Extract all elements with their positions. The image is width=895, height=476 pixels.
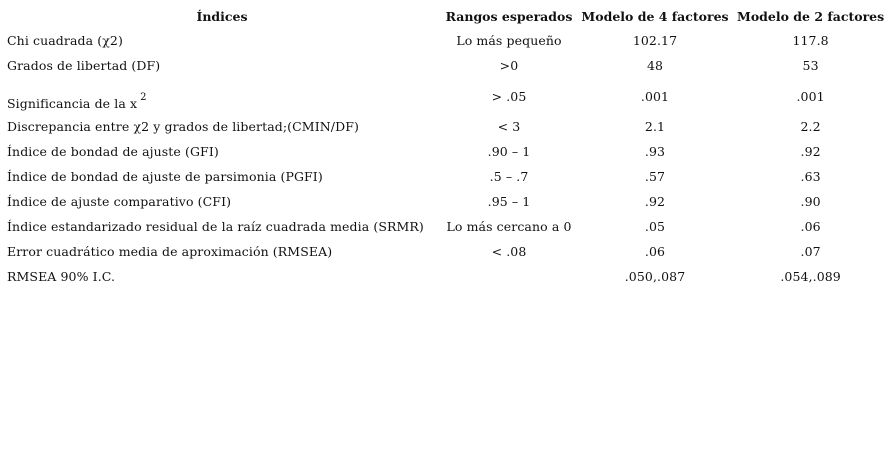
cell-indice: Error cuadrático media de aproximación (RMSEA) [7,244,333,260]
cell-modelo-2: .06 [800,219,821,235]
table-row [3,215,888,240]
cell-modelo-2: .07 [800,244,821,260]
table-row [3,240,888,265]
cell-modelo-4: .93 [644,144,666,160]
cell-modelo-4: 2.1 [644,119,666,135]
cell-modelo-2: 2.2 [800,119,821,135]
table-row [3,140,888,165]
table-row [3,79,888,115]
table-row [3,190,888,215]
cell-modelo-2: .63 [800,169,821,185]
table-row [3,165,888,190]
cell-modelo-4: .06 [644,244,666,260]
table-body [3,29,888,290]
cell-indice: RMSEA 90% I.C. [7,269,116,285]
cell-indice-text: Significancia de la x [7,96,138,112]
cell-rango: Lo más cercano a 0 [446,219,572,235]
cell-indice: Grados de libertad (DF) [7,58,161,74]
cell-modelo-2: .92 [800,144,821,160]
cell-modelo-4: .92 [644,194,666,210]
cell-indice: Índice de bondad de ajuste (GFI) [7,144,219,160]
header-rangos-esperados: Rangos esperados [445,8,573,24]
header-modelo-2-factores: Modelo de 2 factores [737,8,885,24]
cell-rango: Lo más pequeño [456,33,562,49]
table-row [3,54,888,79]
cell-rango: >0 [499,58,519,74]
cell-indice: Índice estandarizado residual de la raíz cuadrada media (SRMR) [7,219,424,235]
cell-indice: Discrepancia entre χ2 y grados de libertad;(CMIN/DF) [7,119,359,135]
cell-rango: .90 – 1 [487,144,531,160]
header-row [3,5,888,29]
cell-modelo-4: .57 [644,169,666,185]
table-header [3,5,888,29]
cell-rango: .5 – .7 [489,169,529,185]
table-row [3,29,888,54]
table-row [3,265,888,290]
fit-indices-table [3,5,888,290]
header-indices: Índices [196,8,248,24]
cell-rango: .95 – 1 [487,194,531,210]
cell-rango [441,265,577,290]
superscript-exponent: 2 [140,92,147,104]
cell-modelo-2: .001 [796,88,825,104]
cell-indice: Índice de bondad de ajuste de parsimonia (PGFI) [7,169,323,185]
cell-modelo-4: 102.17 [632,33,678,49]
cell-modelo-4: .001 [640,88,670,104]
cell-rango: < 3 [497,119,521,135]
cell-rango: < .08 [491,244,527,260]
cell-modelo-2: .054,.089 [780,269,841,285]
cell-modelo-4: .05 [644,219,666,235]
header-modelo-4-factores: Modelo de 4 factores [581,8,729,24]
table-row [3,115,888,140]
cell-modelo-2: 53 [802,58,819,74]
cell-modelo-2: .90 [800,194,821,210]
cell-modelo-2: 117.8 [792,33,829,49]
cell-modelo-4: 48 [646,58,664,74]
cell-rango: > .05 [491,88,527,104]
cell-indice [3,79,441,115]
cell-indice: Chi cuadrada (χ2) [7,33,123,49]
cell-modelo-4: .050,.087 [624,269,686,285]
cell-indice: Índice de ajuste comparativo (CFI) [7,194,232,210]
